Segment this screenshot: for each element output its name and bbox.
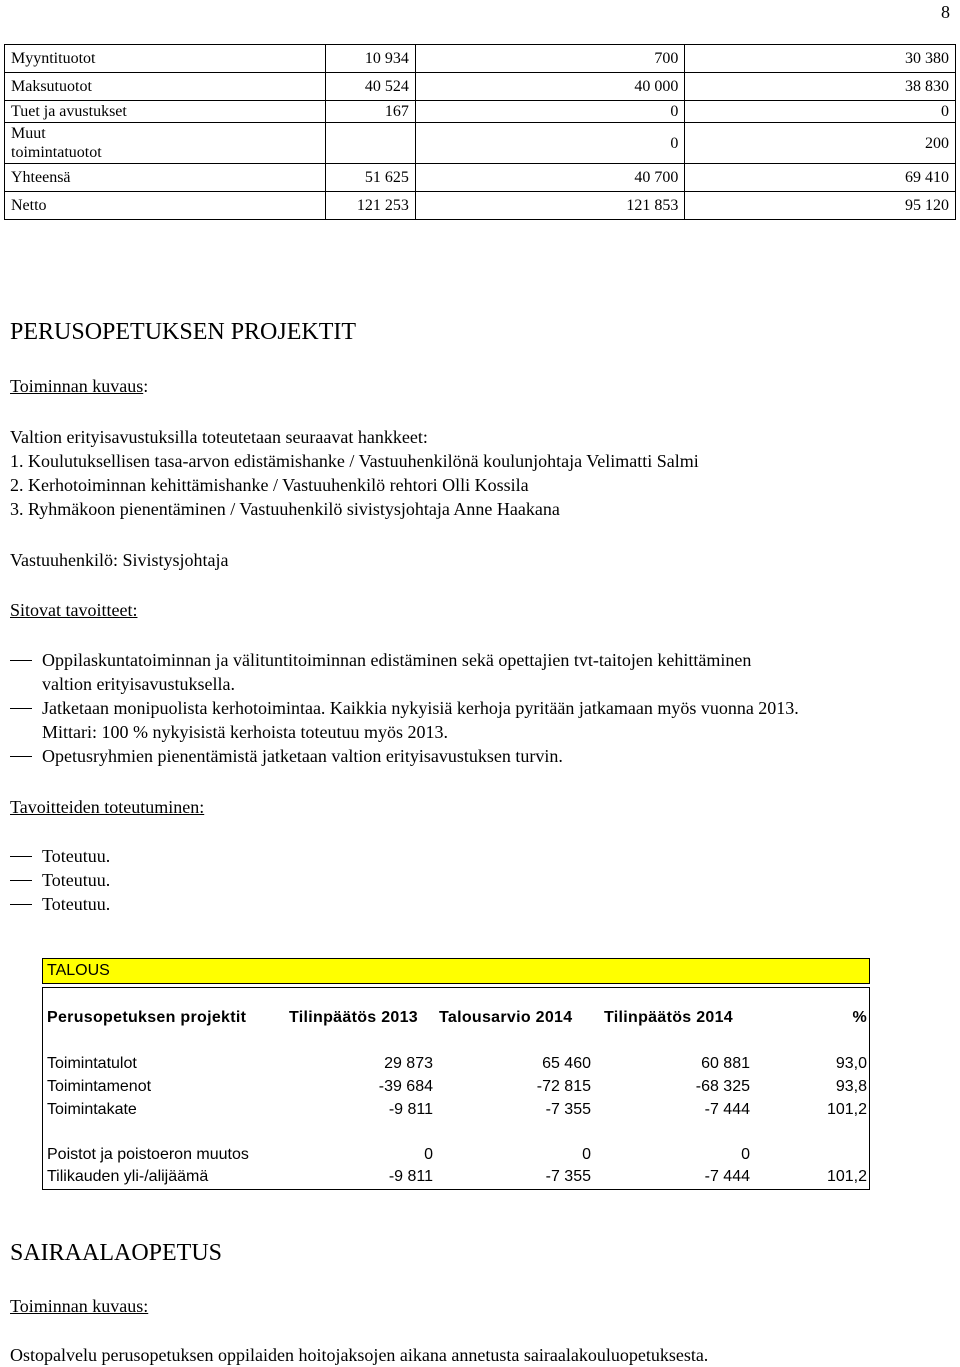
- table-header: [47, 1007, 867, 1029]
- cell-value: 0: [685, 101, 956, 123]
- cell-value: 700: [415, 45, 685, 73]
- table-row: [5, 164, 956, 192]
- kuvaus-heading: Toiminnan kuvaus:: [10, 1296, 149, 1316]
- header-cell: Perusopetuksen projektit: [47, 1009, 247, 1026]
- table-row: [5, 192, 956, 220]
- projects-intro: Valtion erityisavustuksilla toteutetaan seuraavat hankkeet:: [10, 427, 428, 447]
- project-item: 1. Koulutuksellisen tasa-arvon edistämishanke / Vastuuhenkilönä koulunjohtaja Velimatti Salmi: [10, 451, 699, 471]
- cell-value: 51 625: [326, 164, 416, 192]
- cell-value: 121 853: [415, 192, 685, 220]
- row-label: Myyntituotot: [5, 45, 326, 73]
- list-item: Toteutuu.: [10, 868, 110, 892]
- outcome-list: [10, 844, 110, 916]
- goals-outcome-heading: Tavoitteiden toteutuminen:: [10, 797, 205, 817]
- responsible-person: Vastuuhenkilö: Sivistysjohtaja: [10, 550, 229, 570]
- table-row: Toimintakate -9 811 -7 355 -7 444 101,2: [47, 1101, 867, 1118]
- header-cell: Tilinpäätös 2013: [289, 1009, 419, 1026]
- header-cell: Talousarvio 2014: [439, 1009, 573, 1026]
- table-row: [5, 45, 956, 73]
- list-item: Toteutuu.: [10, 892, 110, 916]
- list-item: Oppilaskuntatoiminnan ja välituntitoiminnan edistäminen sekä opettajien tvt-taitojen kehittäminen valtion erityisavustuksella.: [10, 648, 799, 696]
- cell-value: 40 700: [415, 164, 685, 192]
- table-row: Toimintatulot 29 873 65 460 60 881 93,0: [47, 1055, 867, 1072]
- goals-list: [10, 648, 799, 768]
- table-row: [5, 123, 956, 164]
- summary-table: [4, 44, 956, 220]
- section-title: PERUSOPETUKSEN PROJEKTIT: [10, 319, 357, 345]
- cell-value: 0: [415, 101, 685, 123]
- cell-value: 40 524: [326, 73, 416, 101]
- kuvaus-heading: Toiminnan kuvaus:: [10, 376, 149, 396]
- list-item: Toteutuu.: [10, 844, 110, 868]
- row-label: Netto: [5, 192, 326, 220]
- cell-value: 0: [415, 123, 685, 164]
- cell-value: 10 934: [326, 45, 416, 73]
- cell-value: 95 120: [685, 192, 956, 220]
- table-row: [5, 73, 956, 101]
- cell-value: 167: [326, 101, 416, 123]
- table-row: Poistot ja poistoeron muutos 0 0 0: [47, 1146, 750, 1163]
- table-row: Tilikauden yli-/alijäämä -9 811 -7 355 -7 444 101,2: [47, 1168, 867, 1185]
- cell-value: 69 410: [685, 164, 956, 192]
- table-row: [5, 101, 956, 123]
- row-label: Maksutuotot: [5, 73, 326, 101]
- list-item: Jatketaan monipuolista kerhotoimintaa. Kaikkia nykyisiä kerhoja pyritään jatkamaan myös vuonna 2013. Mittari: 100 % nykyisistä kerhoista toteutuu myös 2013.: [10, 696, 799, 744]
- cell-value: 40 000: [415, 73, 685, 101]
- binding-goals-heading: Sitovat tavoitteet:: [10, 600, 138, 620]
- talous-table: [42, 987, 870, 1190]
- talous-title: TALOUS: [42, 958, 870, 984]
- project-item: 3. Ryhmäkoon pienentäminen / Vastuuhenkilö sivistysjohtaja Anne Haakana: [10, 499, 560, 519]
- project-item: 2. Kerhotoiminnan kehittämishanke / Vastuuhenkilö rehtori Olli Kossila: [10, 475, 529, 495]
- header-cell: %: [852, 1009, 867, 1026]
- row-label: Yhteensä: [5, 164, 326, 192]
- section-title: SAIRAALAOPETUS: [10, 1240, 223, 1266]
- cell-value: 200: [685, 123, 956, 164]
- row-label: Muut toimintatuotot: [5, 123, 326, 164]
- body-text: Ostopalvelu perusopetuksen oppilaiden hoitojaksojen aikana annetusta sairaalakouluopetuksesta.: [10, 1345, 709, 1365]
- cell-value: 121 253: [326, 192, 416, 220]
- table-row: Toimintamenot -39 684 -72 815 -68 325 93,8: [47, 1078, 867, 1095]
- header-cell: Tilinpäätös 2014: [604, 1009, 734, 1026]
- cell-value: [326, 123, 416, 164]
- page-number: 8: [941, 2, 950, 22]
- cell-value: 38 830: [685, 73, 956, 101]
- cell-value: 30 380: [685, 45, 956, 73]
- list-item: Opetusryhmien pienentämistä jatketaan valtion erityisavustuksen turvin.: [10, 744, 799, 768]
- row-label: Tuet ja avustukset: [5, 101, 326, 123]
